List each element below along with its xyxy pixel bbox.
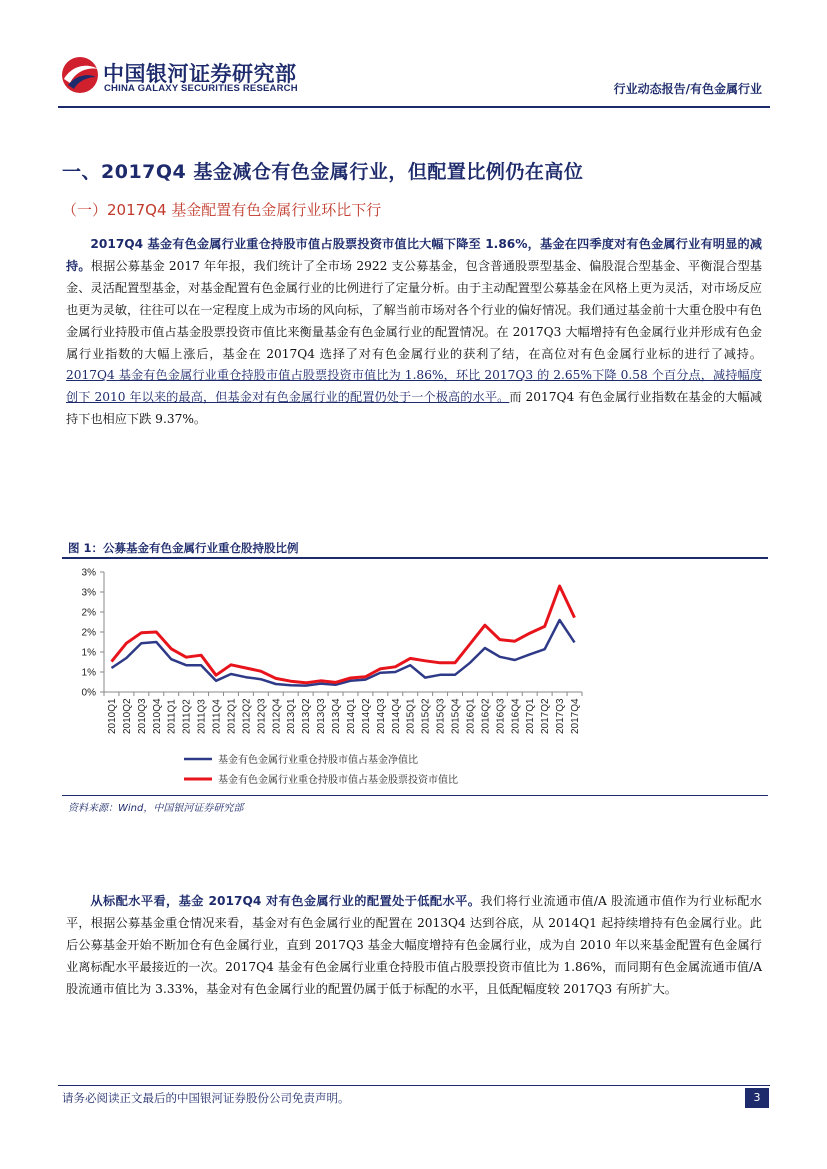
logo-title: 中国银河证券研究部 — [103, 62, 297, 86]
body-paragraph-1 — [66, 234, 762, 431]
logo-subtitle: CHINA GALAXY SECURITIES RESEARCH — [104, 83, 298, 94]
x-tick-label: 2010Q3 — [136, 698, 148, 734]
legend-label: 基金有色金属行业重仓持股市值占基金股票投资市值比 — [218, 775, 458, 786]
y-tick-label: 3% — [81, 587, 96, 599]
x-tick-label: 2011Q2 — [181, 699, 193, 734]
galaxy-logo-icon — [60, 55, 100, 95]
legend-label: 基金有色金属行业重仓持股市值占基金净值比 — [218, 755, 418, 766]
section-heading: 一、2017Q4 基金减仓有色金属行业，但配置比例仍在高位 — [62, 161, 584, 183]
page-number: 3 — [745, 1088, 769, 1108]
para2-text: 我们将行业流通市值/A 股流通市值作为行业标配水平，根据公募基金重仓情况来看，基金对有色金属行业的配置在 2013Q4 达到谷底，从 2014Q1 起持续增持有色金属行业。此后公募基金开始不断加仓有色金属行业，直到 2017Q3 基金大幅度增持有色金属行业，成为自 2010 年以来基金配置有色金属行业离标配水平最接近的一次。2017Q4 基金有色金属行业重仓持股市值占股票投资市值比为 1.86%，而同期有色金属流通市值/A 股流通市值比为 3.33%，基金对有色金属行业的配置仍属于低于标配的水平，且低配幅度较 2017Q3 有所扩大。 — [66, 894, 762, 996]
figure-bottom-rule — [62, 795, 768, 796]
x-tick-label: 2014Q1 — [345, 698, 357, 734]
y-tick-label: 3% — [81, 567, 96, 579]
x-tick-label: 2012Q3 — [256, 698, 268, 734]
para2-bold: 从标配水平看，基金 2017Q4 对有色金属行业的配置处于低配水平。 — [90, 894, 481, 908]
x-tick-label: 2016Q1 — [465, 698, 477, 734]
para1-bold: 2017Q4 基金有色金属行业重仓持股市值占股票投资市值比大幅下降至 1.86%，基金在四季度对有色金属行业有明显的减持。 — [66, 237, 762, 273]
x-tick-label: 2015Q4 — [450, 698, 462, 734]
x-tick-label: 2010Q4 — [151, 698, 163, 734]
x-tick-label: 2017Q4 — [570, 698, 582, 734]
x-tick-label: 2012Q4 — [271, 698, 283, 734]
x-tick-label: 2015Q1 — [405, 698, 417, 734]
subsection-heading: （一）2017Q4 基金配置有色金属行业环比下行 — [62, 201, 382, 219]
x-tick-label: 2016Q2 — [480, 698, 492, 734]
x-tick-label: 2015Q3 — [435, 698, 447, 734]
header-divider — [58, 106, 770, 108]
x-tick-label: 2010Q1 — [106, 698, 118, 734]
footer-disclaimer: 请务必阅读正文最后的中国银河证券股份公司免责声明。 — [62, 1091, 350, 1105]
x-tick-label: 2014Q2 — [360, 698, 372, 734]
para1-underline: 2017Q4 基金有色金属行业重仓持股市值占股票投资市值比为 1.86%，环比 2017Q3 的 2.65%下降 0.58 个百分点，减持幅度创下 2010 年以来的最高，但基金对有色金属行业的配置仍处于一个极高的水平。 — [66, 368, 762, 405]
y-tick-label: 0% — [81, 687, 96, 699]
y-tick-label: 2% — [81, 607, 96, 619]
x-tick-label: 2014Q4 — [390, 698, 402, 734]
x-tick-label: 2017Q1 — [525, 698, 537, 734]
series-line-2 — [112, 586, 575, 683]
x-tick-label: 2016Q3 — [495, 698, 507, 734]
y-tick-label: 1% — [81, 667, 96, 679]
para1-tail: 而 2017Q4 有色金属行业指数在基金的大幅减持下也相应下跌 9.37%。 — [66, 390, 762, 427]
figure-top-rule — [62, 557, 768, 559]
x-tick-label: 2013Q4 — [331, 698, 343, 734]
x-tick-label: 2012Q2 — [241, 698, 253, 734]
x-tick-label: 2011Q4 — [211, 699, 223, 734]
x-tick-label: 2013Q3 — [316, 698, 328, 734]
x-tick-label: 2011Q3 — [196, 699, 208, 734]
x-tick-label: 2013Q2 — [301, 698, 313, 734]
figure-title: 图 1：公募基金有色金属行业重仓股持股比例 — [68, 541, 299, 555]
x-tick-label: 2010Q2 — [121, 698, 133, 734]
x-tick-label: 2017Q3 — [555, 698, 567, 734]
figure-source: 资料来源：Wind，中国银河证券研究部 — [68, 803, 244, 814]
x-tick-label: 2015Q2 — [420, 698, 432, 734]
x-tick-label: 2016Q4 — [510, 698, 522, 734]
y-tick-label: 2% — [81, 627, 96, 639]
footer-divider — [58, 1085, 770, 1086]
x-tick-label: 2017Q2 — [540, 698, 552, 734]
report-type: 行业动态报告/有色金属行业 — [613, 82, 762, 96]
line-chart — [62, 560, 768, 792]
x-tick-label: 2014Q3 — [375, 698, 387, 734]
y-tick-label: 1% — [81, 647, 96, 659]
x-tick-label: 2013Q1 — [286, 698, 298, 734]
x-tick-label: 2011Q1 — [166, 699, 178, 734]
body-paragraph-2 — [66, 891, 762, 1001]
para1-text: 根据公募基金 2017 年年报，我们统计了全市场 2922 支公募基金，包含普通股票型基金、偏股混合型基金、平衡混合型基金、灵活配置型基金，对基金配置有色金属行业的比例进行了定量分析。由于主动配置型公募基金在风格上更为灵活，对市场反应也更为灵敏，往往可以在一定程度上成为市场的风向标，了解当前市场对各个行业的偏好情况。我们通过基金前十大重仓股中有色金属行业持股市值占基金股票投资市值比来衡量基金有色金属行业的配置情况。在 2017Q3 大幅增持有色金属行业并形成有色金属行业指数的大幅上涨后，基金在 2017Q4 选择了对有色金属行业的获利了结，在高位对有色金属行业标的进行了减持。 — [66, 258, 762, 361]
x-tick-label: 2012Q1 — [226, 698, 238, 734]
